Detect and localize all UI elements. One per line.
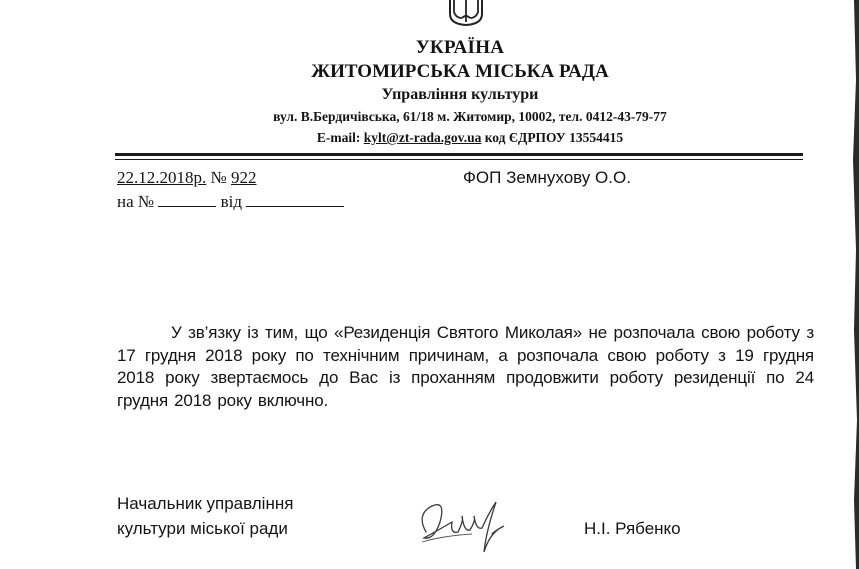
handwritten-signature (412, 492, 522, 564)
scan-edge (851, 0, 859, 569)
department-title: Управління культури (381, 86, 539, 103)
number-label: № (206, 168, 231, 187)
from-label: від (220, 192, 243, 211)
addressee: ФОП Земнухову О.О. (463, 168, 631, 187)
signatory-name: Н.І. Рябенко (584, 519, 681, 538)
outgoing-date: 22.12.2018р. (117, 168, 207, 187)
reply-number-blank (158, 192, 216, 207)
department-address: вул. В.Бердичівська, 61/18 м. Житомир, 10002, тел. 0412-43-79-77 (273, 109, 667, 124)
email-link[interactable]: kylt@zt-rada.gov.ua (363, 130, 482, 145)
council-title: ЖИТОМИРСЬКА МІСЬКА РАДА (311, 61, 609, 82)
country-title: УКРАЇНА (415, 37, 505, 58)
coat-of-arms-icon (444, 0, 488, 26)
header-divider-thin (115, 159, 803, 160)
registration-line (117, 168, 256, 188)
reply-reference-line (117, 192, 344, 212)
header-divider-thick (115, 153, 803, 156)
letter-body: У зв’язку із тим, що «Резиденція Святого Миколая» не розпочала свою роботу з 17 грудня 2018 року по технічним причинам, а розпочала свою роботу з 19 грудня 2018 року звертаємось до Вас із проханням продовжити роботу резиденції по 24 грудня 2018 року включно. (117, 323, 814, 410)
edrpou-code: код ЄДРПОУ 13554415 (481, 130, 624, 145)
department-contacts (0, 130, 859, 146)
signatory-position-line2: культури міської ради (117, 519, 288, 538)
reply-label: на № (117, 192, 155, 211)
reply-date-blank (246, 192, 344, 207)
signatory-position-line1: Начальник управління (117, 494, 294, 513)
email-label: E-mail: (316, 130, 364, 145)
outgoing-number: 922 (230, 168, 257, 187)
